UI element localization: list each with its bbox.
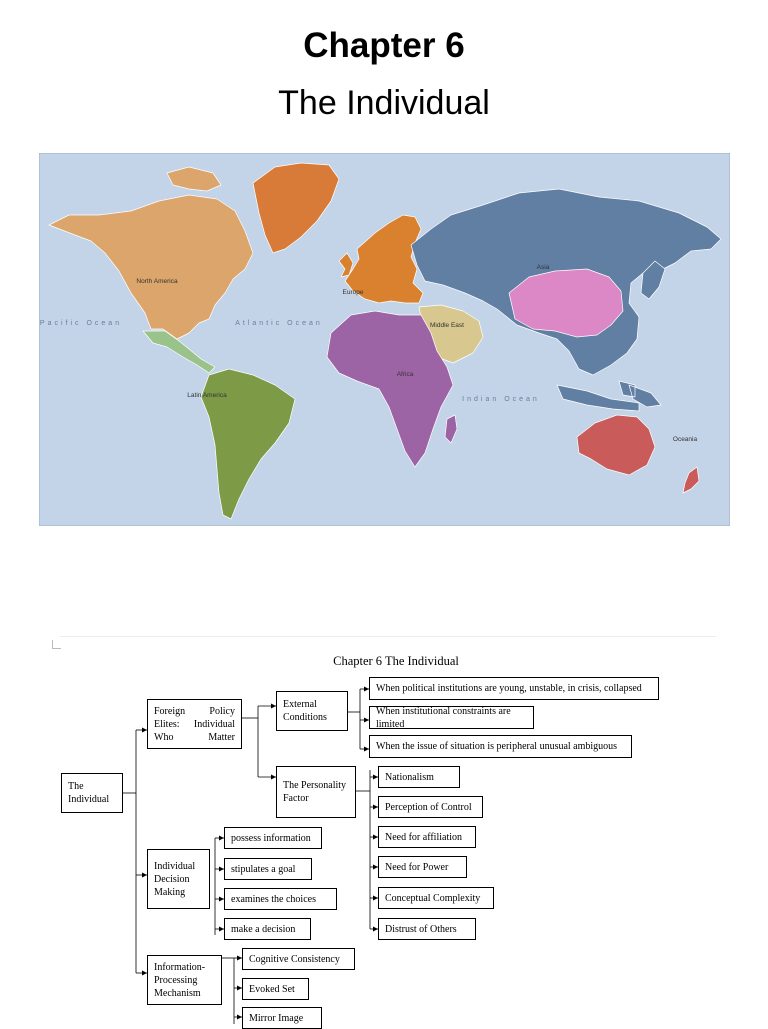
node-external-1: When political institutions are young, unstable, in crisis, collapsed: [369, 677, 659, 700]
page-subtitle: The Individual: [278, 84, 490, 122]
node-foreign-policy-elites: Foreign Policy Elites: Individual Who Matter: [147, 699, 242, 749]
node-information-processing: Information-Processing Mechanism: [147, 955, 222, 1005]
node-personality-2: Perception of Control: [378, 796, 483, 818]
label-north-america: North America: [136, 278, 178, 285]
label-atlantic-ocean: Atlantic Ocean: [235, 320, 323, 327]
divider: [60, 636, 716, 637]
outline-title: Chapter 6 The Individual: [333, 654, 459, 668]
node-info-2: Evoked Set: [242, 978, 309, 1000]
node-decision-4: make a decision: [224, 918, 311, 940]
node-personality-4: Need for Power: [378, 856, 467, 878]
label-africa: Africa: [396, 371, 414, 378]
label-oceania: Oceania: [672, 436, 698, 443]
node-personality-1: Nationalism: [378, 766, 460, 788]
label-latin-america: Latin America: [187, 392, 227, 399]
label-indian-ocean: Indian Ocean: [462, 396, 540, 403]
label-europe: Europe: [342, 289, 364, 296]
node-personality-3: Need for affiliation: [378, 826, 476, 848]
node-info-3: Mirror Image: [242, 1007, 322, 1029]
page-corner-mark: [52, 640, 61, 649]
node-decision-1: possess information: [224, 827, 322, 849]
world-map: [39, 153, 730, 526]
node-personality-6: Distrust of Others: [378, 918, 476, 940]
node-decision-making: Individual Decision Making: [147, 849, 210, 909]
label-asia: Asia: [536, 264, 550, 271]
page-title: Chapter 6: [303, 26, 465, 65]
label-pacific-ocean: Pacific Ocean: [39, 320, 123, 327]
node-external-3: When the issue of situation is peripheral unusual ambiguous: [369, 735, 632, 758]
node-info-1: Cognitive Consistency: [242, 948, 355, 970]
node-external-2: When institutional constraints are limited: [369, 706, 534, 729]
node-personality-factor: The Personality Factor: [276, 766, 356, 818]
node-external-conditions: External Conditions: [276, 691, 348, 731]
node-decision-2: stipulates a goal: [224, 858, 312, 880]
node-root: The Individual: [61, 773, 123, 813]
node-personality-5: Conceptual Complexity: [378, 887, 494, 909]
node-decision-3: examines the choices: [224, 888, 337, 910]
label-middle-east: Middle East: [430, 322, 464, 329]
